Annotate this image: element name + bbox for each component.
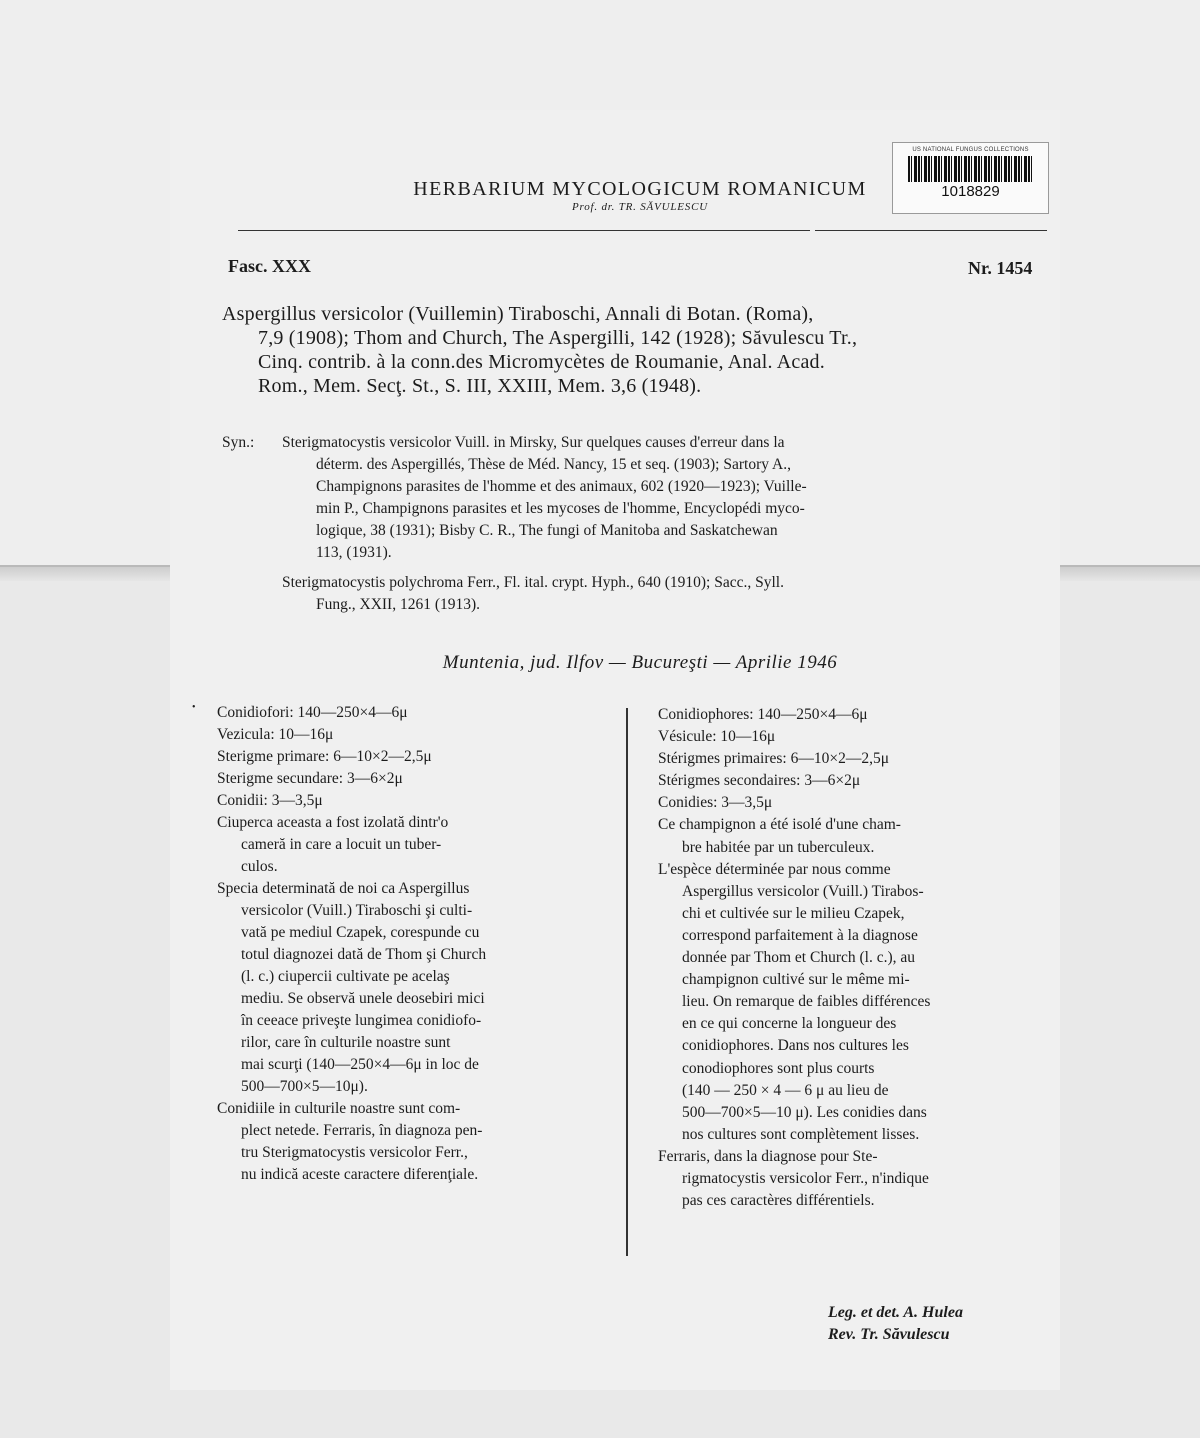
citation-line: Rom., Mem. Secţ. St., S. III, XXIII, Mem. 3,6 (1948). [258,375,702,397]
reviewer-line: Rev. Tr. Săvulescu [828,1326,950,1343]
fascicle-number: Fasc. XXX [228,256,311,276]
ro-line: Sterigme secundare: 3—6×2μ [217,770,403,787]
ro-line: Ciuperca aceasta a fost izolată dintr'o [217,814,449,831]
synonyms [222,432,1062,616]
herbarium-subtitle: Prof. dr. TR. SĂVULESCU [572,201,708,213]
synonym-line: Sterigmatocystis versicolor Vuill. in Mirsky, Sur quelques causes d'erreur dans la [282,434,785,451]
ro-line: în ceeace priveşte lungimea conidiofo- [241,1012,482,1029]
fr-line: conidiophores. Dans nos cultures les [682,1037,909,1055]
column-divider [626,708,628,1256]
fr-line: pas ces caractères différentiels. [682,1192,875,1210]
fr-line: (140 — 250 × 4 — 6 μ au lieu de [682,1081,889,1099]
ro-line: Vezicula: 10—16μ [217,726,334,743]
fr-line: en ce qui concerne la longueur des [682,1015,897,1033]
synonym-line: Sterigmatocystis polychroma Ferr., Fl. ital. crypt. Hyph., 640 (1910); Sacc., Syll. [282,574,784,591]
fr-line: Ferraris, dans la diagnose pour Ste- [658,1147,878,1165]
synonyms-label: Syn.: [222,434,255,451]
description-romanian [217,702,602,1186]
fr-line: nos cultures sont complètement lisses. [682,1125,920,1143]
citation-line: Cinq. contrib. à la conn.des Micromycètes de Roumanie, Anal. Acad. [258,351,825,373]
fr-line: bre habitée par un tuberculeux. [682,838,875,856]
fr-line: L'espèce déterminée par nous comme [658,860,891,878]
fr-line: Stérigmes primaires: 6—10×2—2,5μ [658,750,890,768]
collection-locality: Muntenia, jud. Ilfov — Bucureşti — Aprilie 1946 [442,652,838,673]
fr-line: lieu. On remarque de faibles différences [682,993,931,1011]
synonym-line: logique, 38 (1931); Bisby C. R., The fungi of Manitoba and Saskatchewan [316,522,778,539]
fr-line: Conidiophores: 140—250×4—6μ [658,706,868,723]
synonym-line: Champignons parasites de l'homme et des animaux, 602 (1920—1923); Vuille- [316,478,807,495]
ro-line: tru Sterigmatocystis versicolor Ferr., [241,1144,468,1161]
barcode-number: 1018829 [941,183,1000,200]
synonym-line: Fung., XXII, 1261 (1913). [316,596,481,613]
fr-line: Stérigmes secondaires: 3—6×2μ [658,772,861,790]
ro-line: versicolor (Vuill.) Tiraboschi şi culti- [241,902,473,919]
fr-line: Ce champignon a été isolé d'une cham- [658,816,901,834]
ro-line: vată pe mediul Czapek, corespunde cu [241,924,480,941]
species-citation [222,302,1062,398]
header-rule-left [238,230,810,231]
header-rule-right [815,230,1047,231]
ro-line: mai scurţi (140—250×4—6μ in loc de [241,1056,479,1073]
ro-line: Conidiile in culturile noastre sunt com- [217,1100,461,1117]
ro-line: mediu. Se observă unele deosebiri mici [241,990,485,1007]
ro-line: rilor, care în culturile noastre sunt [241,1034,451,1051]
synonym-line: 113, (1931). [316,544,392,561]
ro-line: plect netede. Ferraris, în diagnoza pen- [241,1122,483,1139]
fr-line: donnée par Thom et Church (l. c.), au [682,949,915,967]
synonym-line: min P., Champignons parasites et les mycoses de l'homme, Encyclopédi myco- [316,500,805,517]
dot-mark: • [192,702,196,713]
ro-line: nu indică aceste caractere diferenţiale. [241,1166,479,1183]
synonym-line: déterm. des Aspergillés, Thèse de Méd. Nancy, 15 et seq. (1903); Sartory A., [316,456,791,473]
barcode-icon [908,156,1034,182]
description-french [658,704,1058,1212]
fr-line: 500—700×5—10 μ). Les conidies dans [682,1103,927,1121]
barcode-collection: US NATIONAL FUNGUS COLLECTIONS [912,147,1029,153]
ro-line: Conidii: 3—3,5μ [217,792,323,809]
citation-line: Aspergillus versicolor (Vuillemin) Tiraboschi, Annali di Botan. (Roma), [222,303,814,325]
fr-line: rigmatocystis versicolor Ferr., n'indique [682,1169,929,1187]
fr-line: champignon cultivé sur le même mi- [682,971,910,989]
collector-signature [828,1302,963,1346]
ro-line: Conidiofori: 140—250×4—6μ [217,704,408,721]
fr-line: conodiophores sont plus courts [682,1059,875,1077]
fr-line: Vésicule: 10—16μ [658,728,776,746]
herbarium-title: HERBARIUM MYCOLOGICUM ROMANICUM [413,178,867,200]
specimen-number: Nr. 1454 [968,258,1033,278]
ro-line: Specia determinată de noi ca Aspergillus [217,880,470,897]
fr-line: correspond parfaitement à la diagnose [682,926,918,944]
fr-line: chi et cultivée sur le milieu Czapek, [682,904,905,922]
collector-line: Leg. et det. A. Hulea [828,1304,963,1321]
ro-line: (l. c.) ciupercii cultivate pe acelaş [241,968,450,985]
ro-line: cameră in care a locuit un tuber- [241,836,442,853]
ro-line: Sterigme primare: 6—10×2—2,5μ [217,748,432,765]
fr-line: Conidies: 3—3,5μ [658,794,773,812]
fr-line: Aspergillus versicolor (Vuill.) Tirabos- [682,882,924,900]
barcode-label [892,142,1049,214]
ro-line: totul diagnozei dată de Thom şi Church [241,946,487,963]
ro-line: culos. [241,858,278,875]
citation-line: 7,9 (1908); Thom and Church, The Aspergilli, 142 (1928); Săvulescu Tr., [258,327,858,349]
label-header [400,178,880,213]
ro-line: 500—700×5—10μ). [241,1078,368,1095]
